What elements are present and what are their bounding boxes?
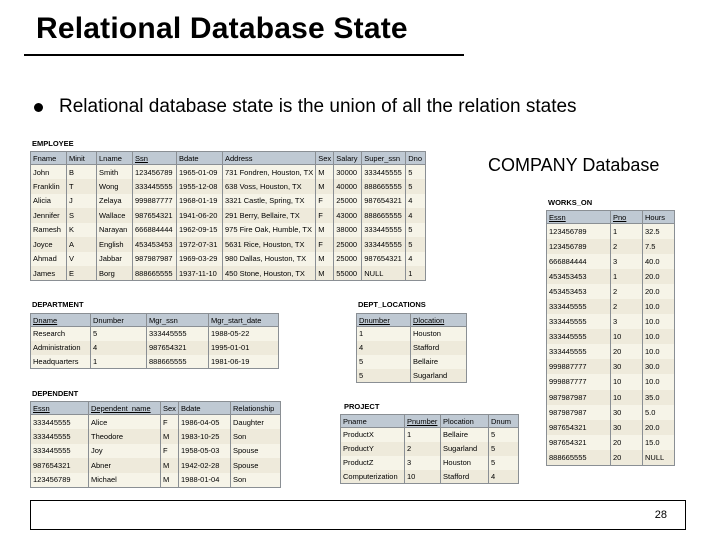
table-cell: 987654321: [147, 341, 209, 355]
table-cell: John: [31, 165, 67, 180]
table-cell: 123456789: [547, 224, 611, 239]
table-row: [31, 165, 426, 180]
table-cell: Smith: [97, 165, 133, 180]
table-cell: K: [67, 223, 97, 238]
table-cell: 5: [489, 442, 519, 456]
table-cell: 5631 Rice, Houston, TX: [223, 237, 316, 252]
employee-label: EMPLOYEE: [32, 139, 74, 148]
table-row: [31, 266, 426, 281]
table-cell: 888665555: [133, 266, 177, 281]
table-cell: 638 Voss, Houston, TX: [223, 179, 316, 194]
table-row: [31, 444, 281, 459]
table-cell: 1: [611, 224, 643, 239]
table-cell: 123456789: [31, 473, 89, 488]
column-header: Lname: [97, 152, 133, 165]
table-cell: 1995-01-01: [209, 341, 279, 355]
table-cell: Abner: [89, 458, 161, 473]
table-cell: 1: [91, 355, 147, 369]
table-row: [547, 359, 675, 374]
column-header: Relationship: [231, 402, 281, 415]
table-row: [31, 223, 426, 238]
table-row: [547, 239, 675, 254]
table-cell: 123456789: [133, 165, 177, 180]
table-cell: Jabbar: [97, 252, 133, 267]
table-cell: 30: [611, 359, 643, 374]
table-row: [31, 208, 426, 223]
table-cell: 7.5: [643, 239, 675, 254]
table-row: [357, 355, 467, 369]
table-cell: 987654321: [547, 420, 611, 435]
table-cell: 987654321: [547, 435, 611, 450]
table-cell: Spouse: [231, 444, 281, 459]
table-cell: 666884444: [547, 254, 611, 269]
table-cell: NULL: [643, 450, 675, 465]
table-cell: 30: [611, 405, 643, 420]
employee-table: [30, 151, 426, 281]
project-label: PROJECT: [344, 402, 380, 411]
table-cell: 333445555: [547, 299, 611, 314]
table-cell: 2: [405, 442, 441, 456]
table-cell: Research: [31, 327, 91, 341]
table-cell: 5: [489, 456, 519, 470]
table-cell: Spouse: [231, 458, 281, 473]
table-cell: James: [31, 266, 67, 281]
table-cell: 987987987: [133, 252, 177, 267]
table-cell: 10.0: [643, 329, 675, 344]
table-cell: 25000: [334, 237, 362, 252]
column-header: Dnumber: [357, 314, 411, 327]
table-cell: 1983-10-25: [179, 429, 231, 444]
table-cell: Son: [231, 429, 281, 444]
table-cell: M: [316, 266, 334, 281]
table-row: [547, 374, 675, 389]
table-cell: M: [316, 252, 334, 267]
table-cell: 2: [611, 239, 643, 254]
table-cell: 888665555: [547, 450, 611, 465]
table-cell: 1972-07-31: [177, 237, 223, 252]
table-cell: 333445555: [147, 327, 209, 341]
table-row: [357, 341, 467, 355]
table-cell: 10.0: [643, 299, 675, 314]
table-cell: Alice: [89, 415, 161, 430]
table-row: [547, 344, 675, 359]
table-cell: 20.0: [643, 269, 675, 284]
table-cell: 333445555: [362, 237, 406, 252]
table-cell: ProductX: [341, 428, 405, 442]
column-header: Dependent_name: [89, 402, 161, 415]
table-cell: 1965-01-09: [177, 165, 223, 180]
table-cell: 4: [406, 252, 426, 267]
column-header: Sex: [316, 152, 334, 165]
table-row: [357, 369, 467, 383]
bullet-point: [34, 96, 577, 118]
table-cell: 333445555: [31, 444, 89, 459]
table-cell: 1988-05-22: [209, 327, 279, 341]
table-cell: 333445555: [133, 179, 177, 194]
table-cell: 888665555: [362, 179, 406, 194]
table-row: [31, 429, 281, 444]
table-row: [547, 299, 675, 314]
table-row: [547, 390, 675, 405]
column-header: Pno: [611, 211, 643, 224]
table-cell: 123456789: [547, 239, 611, 254]
table-cell: 10.0: [643, 374, 675, 389]
column-header: Fname: [31, 152, 67, 165]
table-cell: 333445555: [547, 344, 611, 359]
works-on-label: WORKS_ON: [548, 198, 593, 207]
table-cell: J: [67, 194, 97, 209]
column-header: Dnum: [489, 415, 519, 428]
table-row: [547, 420, 675, 435]
column-header: Mgr_start_date: [209, 314, 279, 327]
table-cell: 25000: [334, 252, 362, 267]
table-cell: 1988-01-04: [179, 473, 231, 488]
table-cell: 20: [611, 435, 643, 450]
table-cell: 987654321: [362, 194, 406, 209]
table-cell: 30.0: [643, 359, 675, 374]
table-cell: Narayan: [97, 223, 133, 238]
column-header: Mgr_ssn: [147, 314, 209, 327]
table-cell: F: [316, 237, 334, 252]
table-cell: 1981-06-19: [209, 355, 279, 369]
bullet-text: Relational database state is the union of all the relation states: [59, 96, 577, 117]
table-cell: Houston: [441, 456, 489, 470]
slide-footer: [30, 500, 686, 530]
table-cell: F: [316, 208, 334, 223]
table-cell: 1942-02-28: [179, 458, 231, 473]
page-number: 28: [654, 509, 667, 521]
column-header: Bdate: [179, 402, 231, 415]
header-row: [31, 152, 426, 165]
table-cell: 20: [611, 344, 643, 359]
table-cell: 20: [611, 450, 643, 465]
table-row: [341, 470, 519, 484]
header-row: [341, 415, 519, 428]
column-header: Ssn: [133, 152, 177, 165]
table-row: [31, 194, 426, 209]
column-header: Super_ssn: [362, 152, 406, 165]
table-cell: 38000: [334, 223, 362, 238]
table-cell: 40.0: [643, 254, 675, 269]
header-row: [547, 211, 675, 224]
title-underline: [24, 54, 464, 56]
dependent-table: [30, 401, 281, 488]
table-cell: 20.0: [643, 420, 675, 435]
table-cell: F: [161, 415, 179, 430]
table-row: [547, 405, 675, 420]
column-header: Hours: [643, 211, 675, 224]
column-header: Pnumber: [405, 415, 441, 428]
table-cell: Alicia: [31, 194, 67, 209]
table-cell: 1986-04-05: [179, 415, 231, 430]
column-header: Bdate: [177, 152, 223, 165]
table-cell: 2: [611, 284, 643, 299]
table-cell: A: [67, 237, 97, 252]
table-row: [31, 179, 426, 194]
table-cell: 3: [405, 456, 441, 470]
header-row: [31, 314, 279, 327]
table-row: [341, 456, 519, 470]
table-cell: 999887777: [133, 194, 177, 209]
table-cell: Bellaire: [441, 428, 489, 442]
dependent-label: DEPENDENT: [32, 389, 79, 398]
table-cell: NULL: [362, 266, 406, 281]
table-cell: 980 Dallas, Houston, TX: [223, 252, 316, 267]
table-cell: ProductZ: [341, 456, 405, 470]
column-header: Sex: [161, 402, 179, 415]
table-cell: 1: [406, 266, 426, 281]
table-cell: 453453453: [547, 284, 611, 299]
table-cell: 333445555: [547, 314, 611, 329]
table-cell: 999887777: [547, 374, 611, 389]
table-cell: 5.0: [643, 405, 675, 420]
table-row: [547, 314, 675, 329]
table-cell: 333445555: [547, 329, 611, 344]
table-cell: 5: [357, 355, 411, 369]
table-cell: 10.0: [643, 344, 675, 359]
table-cell: 5: [489, 428, 519, 442]
table-cell: E: [67, 266, 97, 281]
table-cell: 15.0: [643, 435, 675, 450]
table-cell: 25000: [334, 194, 362, 209]
table-row: [31, 237, 426, 252]
table-cell: Joyce: [31, 237, 67, 252]
table-cell: 4: [91, 341, 147, 355]
table-cell: 987987987: [547, 390, 611, 405]
table-cell: Computerization: [341, 470, 405, 484]
table-row: [31, 252, 426, 267]
table-cell: M: [316, 165, 334, 180]
table-row: [547, 269, 675, 284]
column-header: Dlocation: [411, 314, 467, 327]
column-header: Salary: [334, 152, 362, 165]
table-row: [547, 435, 675, 450]
table-cell: 4: [406, 194, 426, 209]
table-cell: 1937-11-10: [177, 266, 223, 281]
table-row: [547, 450, 675, 465]
table-cell: Joy: [89, 444, 161, 459]
table-cell: 10: [611, 329, 643, 344]
table-cell: Daughter: [231, 415, 281, 430]
table-cell: 987654321: [362, 252, 406, 267]
column-header: Essn: [547, 211, 611, 224]
table-row: [341, 428, 519, 442]
table-cell: 1955-12-08: [177, 179, 223, 194]
slide-title: Relational Database State: [36, 12, 408, 45]
table-cell: 40000: [334, 179, 362, 194]
table-cell: 333445555: [31, 415, 89, 430]
table-row: [341, 442, 519, 456]
table-cell: Theodore: [89, 429, 161, 444]
table-cell: 20.0: [643, 284, 675, 299]
table-cell: Headquarters: [31, 355, 91, 369]
table-cell: Michael: [89, 473, 161, 488]
table-cell: Bellaire: [411, 355, 467, 369]
table-cell: Ramesh: [31, 223, 67, 238]
table-cell: Sugarland: [441, 442, 489, 456]
table-cell: 30000: [334, 165, 362, 180]
table-row: [547, 284, 675, 299]
table-cell: 43000: [334, 208, 362, 223]
column-header: Address: [223, 152, 316, 165]
table-cell: M: [316, 179, 334, 194]
table-cell: 5: [406, 237, 426, 252]
table-cell: 5: [91, 327, 147, 341]
table-cell: 1: [611, 269, 643, 284]
table-cell: 987654321: [31, 458, 89, 473]
table-cell: 987987987: [547, 405, 611, 420]
table-cell: 1958-05-03: [179, 444, 231, 459]
table-cell: 888665555: [147, 355, 209, 369]
table-cell: Administration: [31, 341, 91, 355]
table-cell: 666884444: [133, 223, 177, 238]
table-cell: 3: [611, 254, 643, 269]
table-cell: 4: [406, 208, 426, 223]
table-cell: Zelaya: [97, 194, 133, 209]
department-label: DEPARTMENT: [32, 300, 84, 309]
column-header: Dno: [406, 152, 426, 165]
table-cell: 10: [405, 470, 441, 484]
company-database-label: COMPANY Database: [488, 155, 660, 175]
table-cell: Wong: [97, 179, 133, 194]
table-cell: 1962-09-15: [177, 223, 223, 238]
table-cell: 1969-03-29: [177, 252, 223, 267]
table-cell: English: [97, 237, 133, 252]
table-cell: 30: [611, 420, 643, 435]
table-cell: Stafford: [441, 470, 489, 484]
table-cell: M: [161, 473, 179, 488]
table-cell: 4: [489, 470, 519, 484]
works-on-table: [546, 210, 675, 466]
column-header: Essn: [31, 402, 89, 415]
table-row: [547, 224, 675, 239]
table-cell: 453453453: [547, 269, 611, 284]
table-cell: 1968-01-19: [177, 194, 223, 209]
table-row: [547, 329, 675, 344]
table-cell: F: [316, 194, 334, 209]
table-cell: S: [67, 208, 97, 223]
table-cell: 35.0: [643, 390, 675, 405]
table-cell: 5: [406, 179, 426, 194]
dept-locations-table: [356, 313, 467, 383]
table-cell: M: [161, 429, 179, 444]
table-cell: 3: [611, 314, 643, 329]
table-cell: B: [67, 165, 97, 180]
table-cell: 987654321: [133, 208, 177, 223]
column-header: Plocation: [441, 415, 489, 428]
table-cell: 1: [405, 428, 441, 442]
table-cell: 55000: [334, 266, 362, 281]
table-cell: 333445555: [362, 223, 406, 238]
table-cell: V: [67, 252, 97, 267]
table-cell: F: [161, 444, 179, 459]
column-header: Dname: [31, 314, 91, 327]
table-cell: 3321 Castle, Spring, TX: [223, 194, 316, 209]
table-cell: 453453453: [133, 237, 177, 252]
column-header: Dnumber: [91, 314, 147, 327]
table-cell: 731 Fondren, Houston, TX: [223, 165, 316, 180]
table-cell: M: [316, 223, 334, 238]
table-cell: 5: [406, 223, 426, 238]
table-cell: Franklin: [31, 179, 67, 194]
table-row: [31, 341, 279, 355]
table-cell: 1941-06-20: [177, 208, 223, 223]
table-cell: Son: [231, 473, 281, 488]
dept-locations-label: DEPT_LOCATIONS: [358, 300, 426, 309]
table-cell: T: [67, 179, 97, 194]
table-cell: 333445555: [362, 165, 406, 180]
department-table: [30, 313, 279, 369]
table-cell: 291 Berry, Bellaire, TX: [223, 208, 316, 223]
table-cell: 5: [406, 165, 426, 180]
project-table: [340, 414, 519, 484]
table-cell: 1: [357, 327, 411, 341]
bullet-dot-icon: [34, 103, 43, 112]
table-cell: 2: [611, 299, 643, 314]
table-cell: 333445555: [31, 429, 89, 444]
table-cell: 888665555: [362, 208, 406, 223]
table-row: [547, 254, 675, 269]
header-row: [357, 314, 467, 327]
column-header: Minit: [67, 152, 97, 165]
table-cell: 450 Stone, Houston, TX: [223, 266, 316, 281]
table-cell: Sugarland: [411, 369, 467, 383]
table-cell: ProductY: [341, 442, 405, 456]
table-row: [31, 327, 279, 341]
table-cell: Wallace: [97, 208, 133, 223]
table-row: [31, 458, 281, 473]
table-cell: M: [161, 458, 179, 473]
table-cell: 10.0: [643, 314, 675, 329]
table-cell: 10: [611, 390, 643, 405]
table-cell: 10: [611, 374, 643, 389]
table-cell: 999887777: [547, 359, 611, 374]
table-cell: Borg: [97, 266, 133, 281]
table-row: [31, 473, 281, 488]
table-cell: 5: [357, 369, 411, 383]
header-row: [31, 402, 281, 415]
table-cell: Houston: [411, 327, 467, 341]
table-cell: Ahmad: [31, 252, 67, 267]
column-header: Pname: [341, 415, 405, 428]
table-row: [357, 327, 467, 341]
table-cell: 32.5: [643, 224, 675, 239]
table-cell: 975 Fire Oak, Humble, TX: [223, 223, 316, 238]
table-cell: Jennifer: [31, 208, 67, 223]
table-row: [31, 415, 281, 430]
table-cell: Stafford: [411, 341, 467, 355]
table-row: [31, 355, 279, 369]
table-cell: 4: [357, 341, 411, 355]
